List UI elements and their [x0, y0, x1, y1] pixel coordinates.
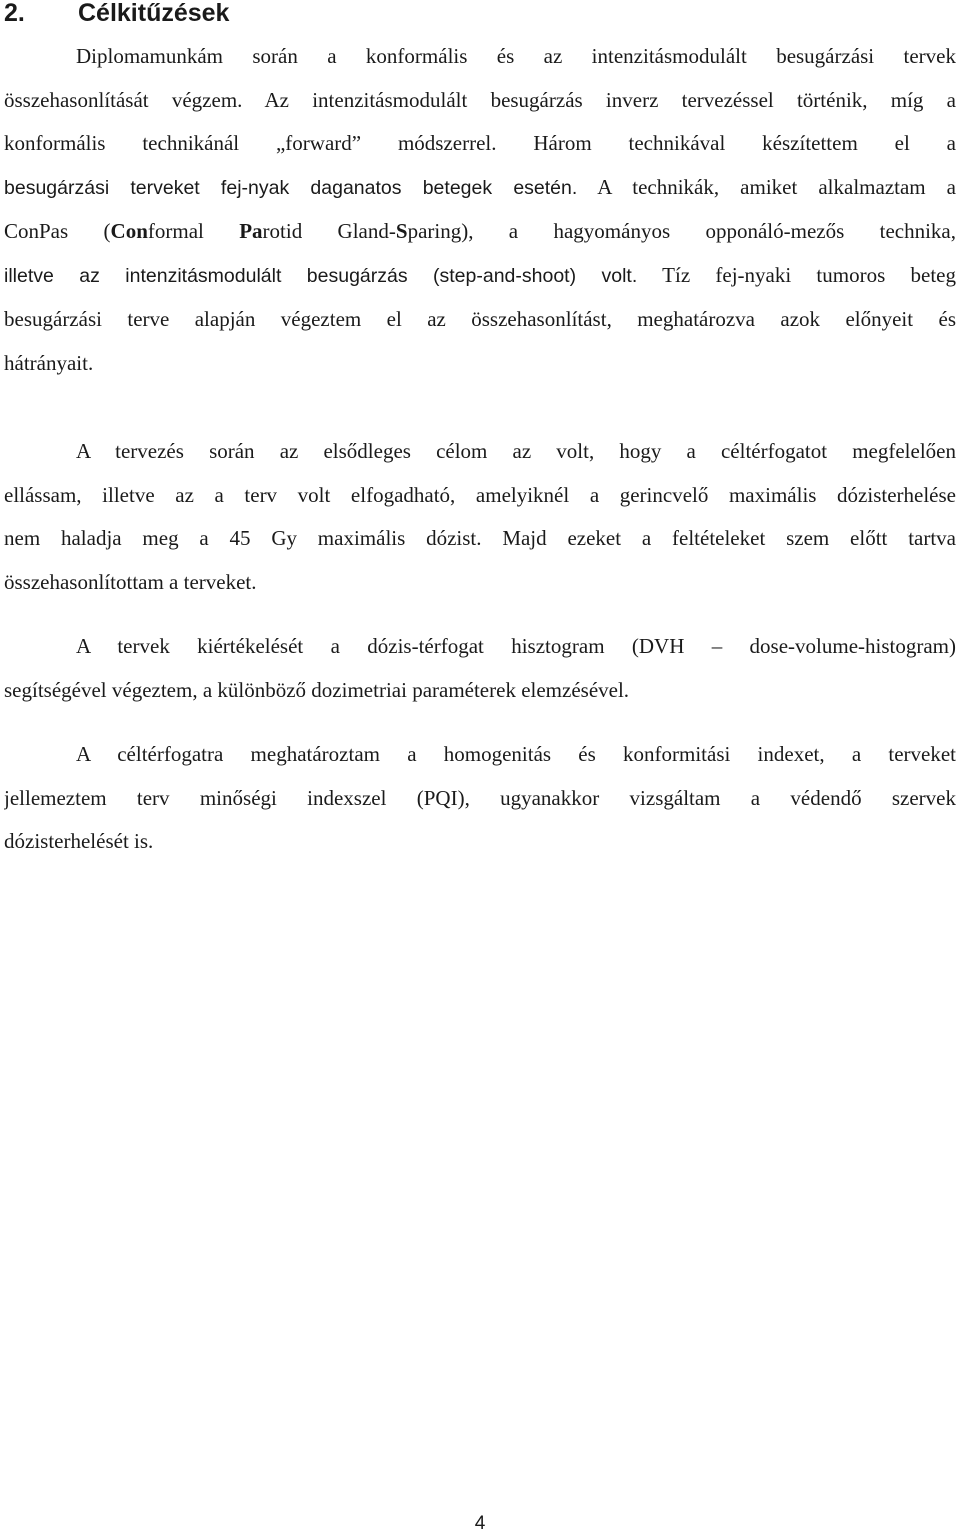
paragraph-line: segítségével végeztem, a különböző dozimetriai paraméterek elemzésével.	[4, 677, 630, 702]
paragraph-line: A tervezés során az elsődleges célom az volt, hogy a céltérfogatot megfelelően	[76, 439, 956, 463]
paragraph-line: összehasonlítottam a terveket.	[4, 569, 257, 594]
paragraph-line	[4, 254, 956, 299]
section-number: 2.	[4, 0, 25, 27]
paragraph-line: besugárzási terve alapján végeztem el az összehasonlítást, meghatározva azok előnyeit és	[4, 307, 956, 331]
paragraph-indices	[4, 733, 956, 864]
paragraph-segment: rotid Gland-	[262, 219, 396, 243]
paragraph-segment: paring), a hagyományos opponáló-mezős technika,	[407, 219, 956, 243]
paragraph-segment: formal	[147, 219, 240, 243]
paragraph-line: összehasonlítását végzem. Az intenzitásmodulált besugárzás inverz tervezéssel történik, míg a	[4, 87, 956, 112]
paragraph-line	[4, 166, 956, 211]
paragraph-line	[4, 210, 956, 254]
paragraph-line: A céltérfogatra meghatároztam a homogenitás és konformitási indexet, a terveket	[76, 742, 956, 766]
paragraph-line: hátrányait.	[4, 350, 94, 375]
paragraph-segment: besugárzási terveket fej-nyak daganatos betegek esetén.	[4, 176, 578, 199]
section-heading	[4, 0, 229, 30]
paragraph-line: konformális technikánál „forward” módszerrel. Három technikával készítettem el a	[4, 131, 956, 155]
acronym-letter: Pa	[239, 219, 263, 243]
paragraph-segment: Tíz fej-nyaki tumoros beteg	[662, 262, 956, 287]
acronym-letter: Con	[110, 219, 148, 243]
paragraph-planning-goals	[4, 430, 956, 604]
section-title: Célkitűzések	[78, 0, 230, 27]
paragraph-segment: ConPas (	[4, 219, 111, 243]
paragraph-line: nem haladja meg a 45 Gy maximális dózist. Majd ezeket a feltételeket szem előtt tartva	[4, 526, 956, 550]
paragraph-line: Diplomamunkám során a konformális és az intenzitásmodulált besugárzási tervek	[76, 44, 956, 68]
paragraph-line: dózisterhelését is.	[4, 829, 154, 853]
paragraph-evaluation	[4, 625, 956, 712]
paragraph-line: jellemeztem terv minőségi indexszel (PQI), ugyanakkor vizsgáltam a védendő szervek	[4, 785, 956, 810]
acronym-letter: S	[395, 219, 408, 243]
paragraph-line: A tervek kiértékelését a dózis-térfogat hisztogram (DVH – dose-volume-histogram)	[76, 634, 956, 658]
paragraph-segment: A technikák, amiket alkalmaztam a	[597, 174, 956, 199]
page-number: 4	[474, 1513, 486, 1534]
paragraph-objectives	[4, 35, 956, 385]
paragraph-line: ellássam, illetve az a terv volt elfogadható, amelyiknél a gerincvelő maximális dózisterhelése	[4, 482, 956, 507]
paragraph-segment: illetve az intenzitásmodulált besugárzás (step-and-shoot) volt.	[4, 264, 638, 287]
